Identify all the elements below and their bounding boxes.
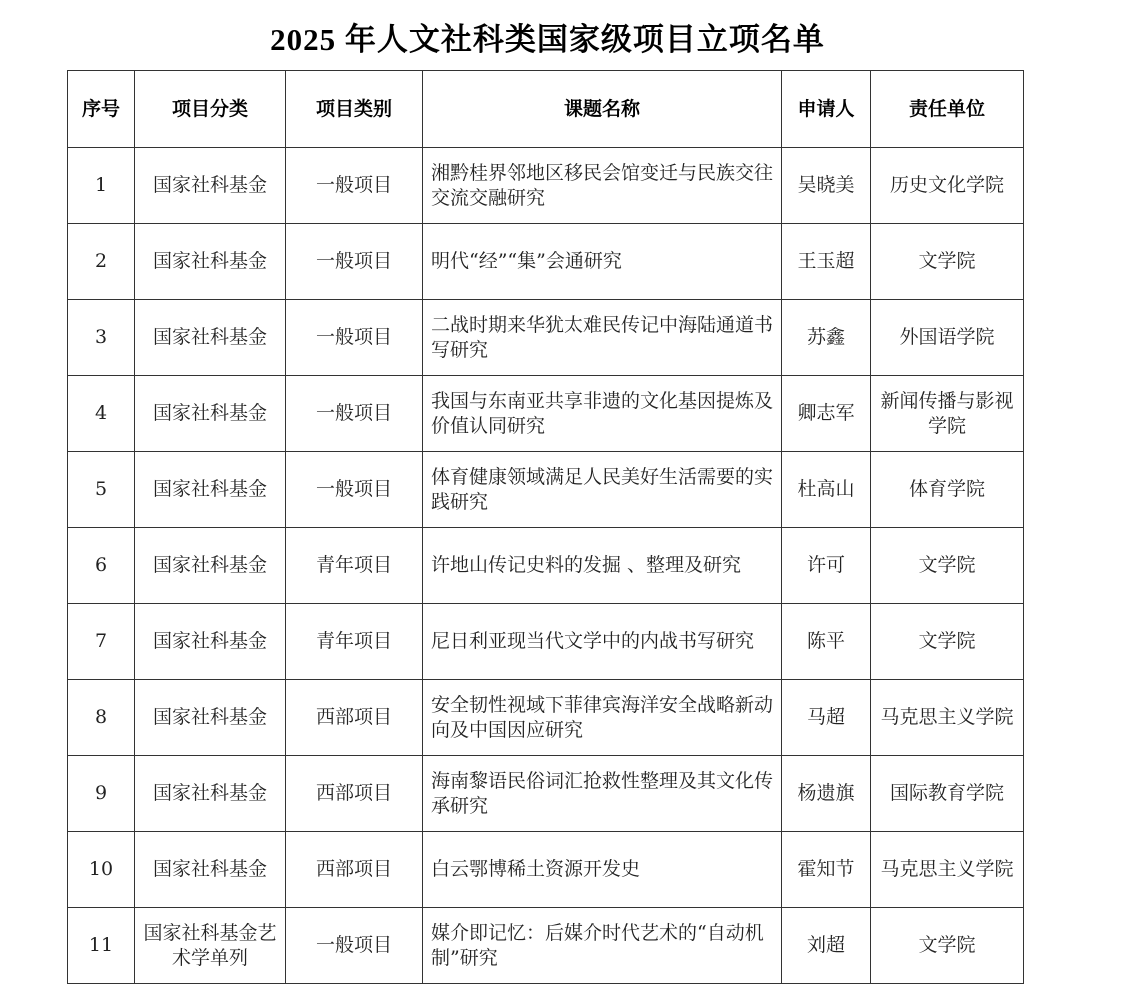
cell-type: 一般项目 bbox=[286, 908, 423, 984]
cell-applicant: 苏鑫 bbox=[782, 300, 871, 376]
cell-unit: 新闻传播与影视学院 bbox=[871, 376, 1024, 452]
cell-category: 国家社科基金艺术学单列 bbox=[135, 908, 286, 984]
cell-unit: 马克思主义学院 bbox=[871, 680, 1024, 756]
cell-category: 国家社科基金 bbox=[135, 300, 286, 376]
table-row bbox=[68, 376, 1024, 452]
cell-category: 国家社科基金 bbox=[135, 148, 286, 224]
cell-type: 一般项目 bbox=[286, 376, 423, 452]
cell-unit: 文学院 bbox=[871, 224, 1024, 300]
cell-topic: 白云鄂博稀土资源开发史 bbox=[423, 832, 782, 908]
cell-type: 青年项目 bbox=[286, 604, 423, 680]
cell-unit: 马克思主义学院 bbox=[871, 832, 1024, 908]
cell-category: 国家社科基金 bbox=[135, 376, 286, 452]
cell-category: 国家社科基金 bbox=[135, 680, 286, 756]
cell-type: 西部项目 bbox=[286, 680, 423, 756]
cell-applicant: 卿志军 bbox=[782, 376, 871, 452]
cell-no: 6 bbox=[68, 528, 135, 604]
table-row bbox=[68, 224, 1024, 300]
cell-no: 7 bbox=[68, 604, 135, 680]
cell-applicant: 许可 bbox=[782, 528, 871, 604]
table-row bbox=[68, 148, 1024, 224]
cell-type: 西部项目 bbox=[286, 832, 423, 908]
project-table bbox=[67, 70, 1024, 984]
table-row bbox=[68, 756, 1024, 832]
cell-unit: 历史文化学院 bbox=[871, 148, 1024, 224]
table-row bbox=[68, 908, 1024, 984]
cell-applicant: 马超 bbox=[782, 680, 871, 756]
table-row bbox=[68, 452, 1024, 528]
cell-unit: 文学院 bbox=[871, 908, 1024, 984]
cell-category: 国家社科基金 bbox=[135, 756, 286, 832]
table-row bbox=[68, 680, 1024, 756]
cell-applicant: 杨遗旗 bbox=[782, 756, 871, 832]
cell-topic: 海南黎语民俗词汇抢救性整理及其文化传承研究 bbox=[423, 756, 782, 832]
cell-applicant: 陈平 bbox=[782, 604, 871, 680]
cell-applicant: 吴晓美 bbox=[782, 148, 871, 224]
table-row bbox=[68, 300, 1024, 376]
cell-type: 一般项目 bbox=[286, 300, 423, 376]
header-type: 项目类别 bbox=[286, 71, 423, 148]
table-header-row bbox=[68, 71, 1024, 148]
header-no: 序号 bbox=[68, 71, 135, 148]
cell-no: 8 bbox=[68, 680, 135, 756]
cell-no: 9 bbox=[68, 756, 135, 832]
cell-topic: 媒介即记忆：后媒介时代艺术的“自动机制”研究 bbox=[423, 908, 782, 984]
cell-category: 国家社科基金 bbox=[135, 528, 286, 604]
cell-unit: 文学院 bbox=[871, 604, 1024, 680]
cell-no: 10 bbox=[68, 832, 135, 908]
cell-category: 国家社科基金 bbox=[135, 452, 286, 528]
table-row bbox=[68, 832, 1024, 908]
cell-category: 国家社科基金 bbox=[135, 224, 286, 300]
header-applicant: 申请人 bbox=[782, 71, 871, 148]
header-category: 项目分类 bbox=[135, 71, 286, 148]
header-topic: 课题名称 bbox=[423, 71, 782, 148]
cell-category: 国家社科基金 bbox=[135, 832, 286, 908]
cell-topic: 许地山传记史料的发掘 、整理及研究 bbox=[423, 528, 782, 604]
cell-category: 国家社科基金 bbox=[135, 604, 286, 680]
cell-type: 青年项目 bbox=[286, 528, 423, 604]
cell-no: 3 bbox=[68, 300, 135, 376]
cell-unit: 外国语学院 bbox=[871, 300, 1024, 376]
cell-type: 西部项目 bbox=[286, 756, 423, 832]
cell-unit: 国际教育学院 bbox=[871, 756, 1024, 832]
cell-no: 1 bbox=[68, 148, 135, 224]
table-row bbox=[68, 528, 1024, 604]
cell-topic: 体育健康领域满足人民美好生活需要的实践研究 bbox=[423, 452, 782, 528]
cell-no: 2 bbox=[68, 224, 135, 300]
cell-no: 4 bbox=[68, 376, 135, 452]
cell-topic: 我国与东南亚共享非遗的文化基因提炼及价值认同研究 bbox=[423, 376, 782, 452]
header-unit: 责任单位 bbox=[871, 71, 1024, 148]
cell-topic: 明代“经”“集”会通研究 bbox=[423, 224, 782, 300]
cell-type: 一般项目 bbox=[286, 452, 423, 528]
cell-topic: 尼日利亚现当代文学中的内战书写研究 bbox=[423, 604, 782, 680]
cell-topic: 湘黔桂界邻地区移民会馆变迁与民族交往交流交融研究 bbox=[423, 148, 782, 224]
cell-type: 一般项目 bbox=[286, 224, 423, 300]
cell-applicant: 杜高山 bbox=[782, 452, 871, 528]
cell-type: 一般项目 bbox=[286, 148, 423, 224]
cell-applicant: 霍知节 bbox=[782, 832, 871, 908]
cell-applicant: 王玉超 bbox=[782, 224, 871, 300]
table-row bbox=[68, 604, 1024, 680]
cell-topic: 二战时期来华犹太难民传记中海陆通道书写研究 bbox=[423, 300, 782, 376]
cell-unit: 文学院 bbox=[871, 528, 1024, 604]
cell-unit: 体育学院 bbox=[871, 452, 1024, 528]
cell-applicant: 刘超 bbox=[782, 908, 871, 984]
cell-no: 5 bbox=[68, 452, 135, 528]
cell-topic: 安全韧性视域下菲律宾海洋安全战略新动向及中国因应研究 bbox=[423, 680, 782, 756]
cell-no: 11 bbox=[68, 908, 135, 984]
page-title: 2025 年人文社科类国家级项目立项名单 bbox=[270, 22, 825, 57]
